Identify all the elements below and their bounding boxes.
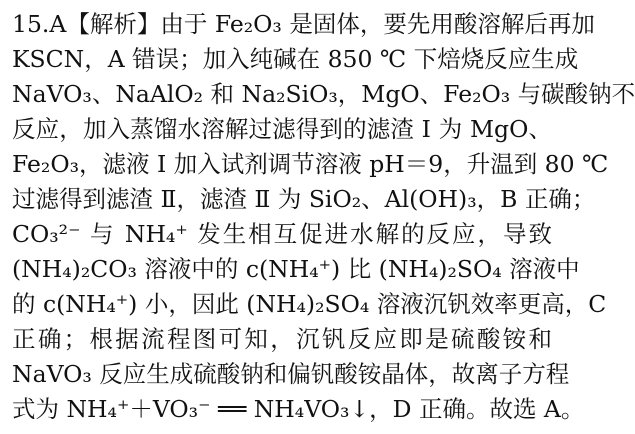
text-line-8: (NH₄)₂CO₃ 溶液中的 c(NH₄⁺) 比 (NH₄)₂SO₄ 溶液中 (12, 255, 580, 283)
text-line-4: 反应，加入蒸馏水溶解过滤得到的滤渣 Ⅰ 为 MgO、 (12, 115, 552, 143)
text-line-10: 正确；根据流程图可知，沉钒反应即是硫酸铵和 (12, 325, 552, 353)
text-line-9: 的 c(NH₄⁺) 小，因此 (NH₄)₂SO₄ 溶液沉钒效率更高，C (12, 290, 607, 318)
text-line-11: NaVO₃ 反应生成硫酸钠和偏钒酸铵晶体，故离子方程 (12, 360, 570, 388)
text-line-6: 过滤得到滤渣 Ⅱ，滤渣 Ⅱ 为 SiO₂、Al(OH)₃，B 正确； (12, 185, 596, 213)
text-line-7: CO₃²⁻ 与 NH₄⁺ 发生相互促进水解的反应，导致 (12, 220, 552, 248)
text-line-3: NaVO₃、NaAlO₂ 和 Na₂SiO₃，MgO、Fe₂O₃ 与碳酸钠不 (12, 80, 635, 108)
text-line-1: 15.A【解析】由于 Fe₂O₃ 是固体，要先用酸溶解后再加 (12, 10, 595, 38)
text-line-12: 式为 NH₄⁺＋VO₃⁻ ══ NH₄VO₃↓，D 正确。故选 A。 (12, 395, 585, 423)
text-line-2: KSCN，A 错误；加入纯碱在 850 ℃ 下焙烧反应生成 (12, 45, 579, 73)
text-line-5: Fe₂O₃，滤液 Ⅰ 加入试剂调节溶液 pH＝9，升温到 80 ℃ (12, 150, 609, 178)
